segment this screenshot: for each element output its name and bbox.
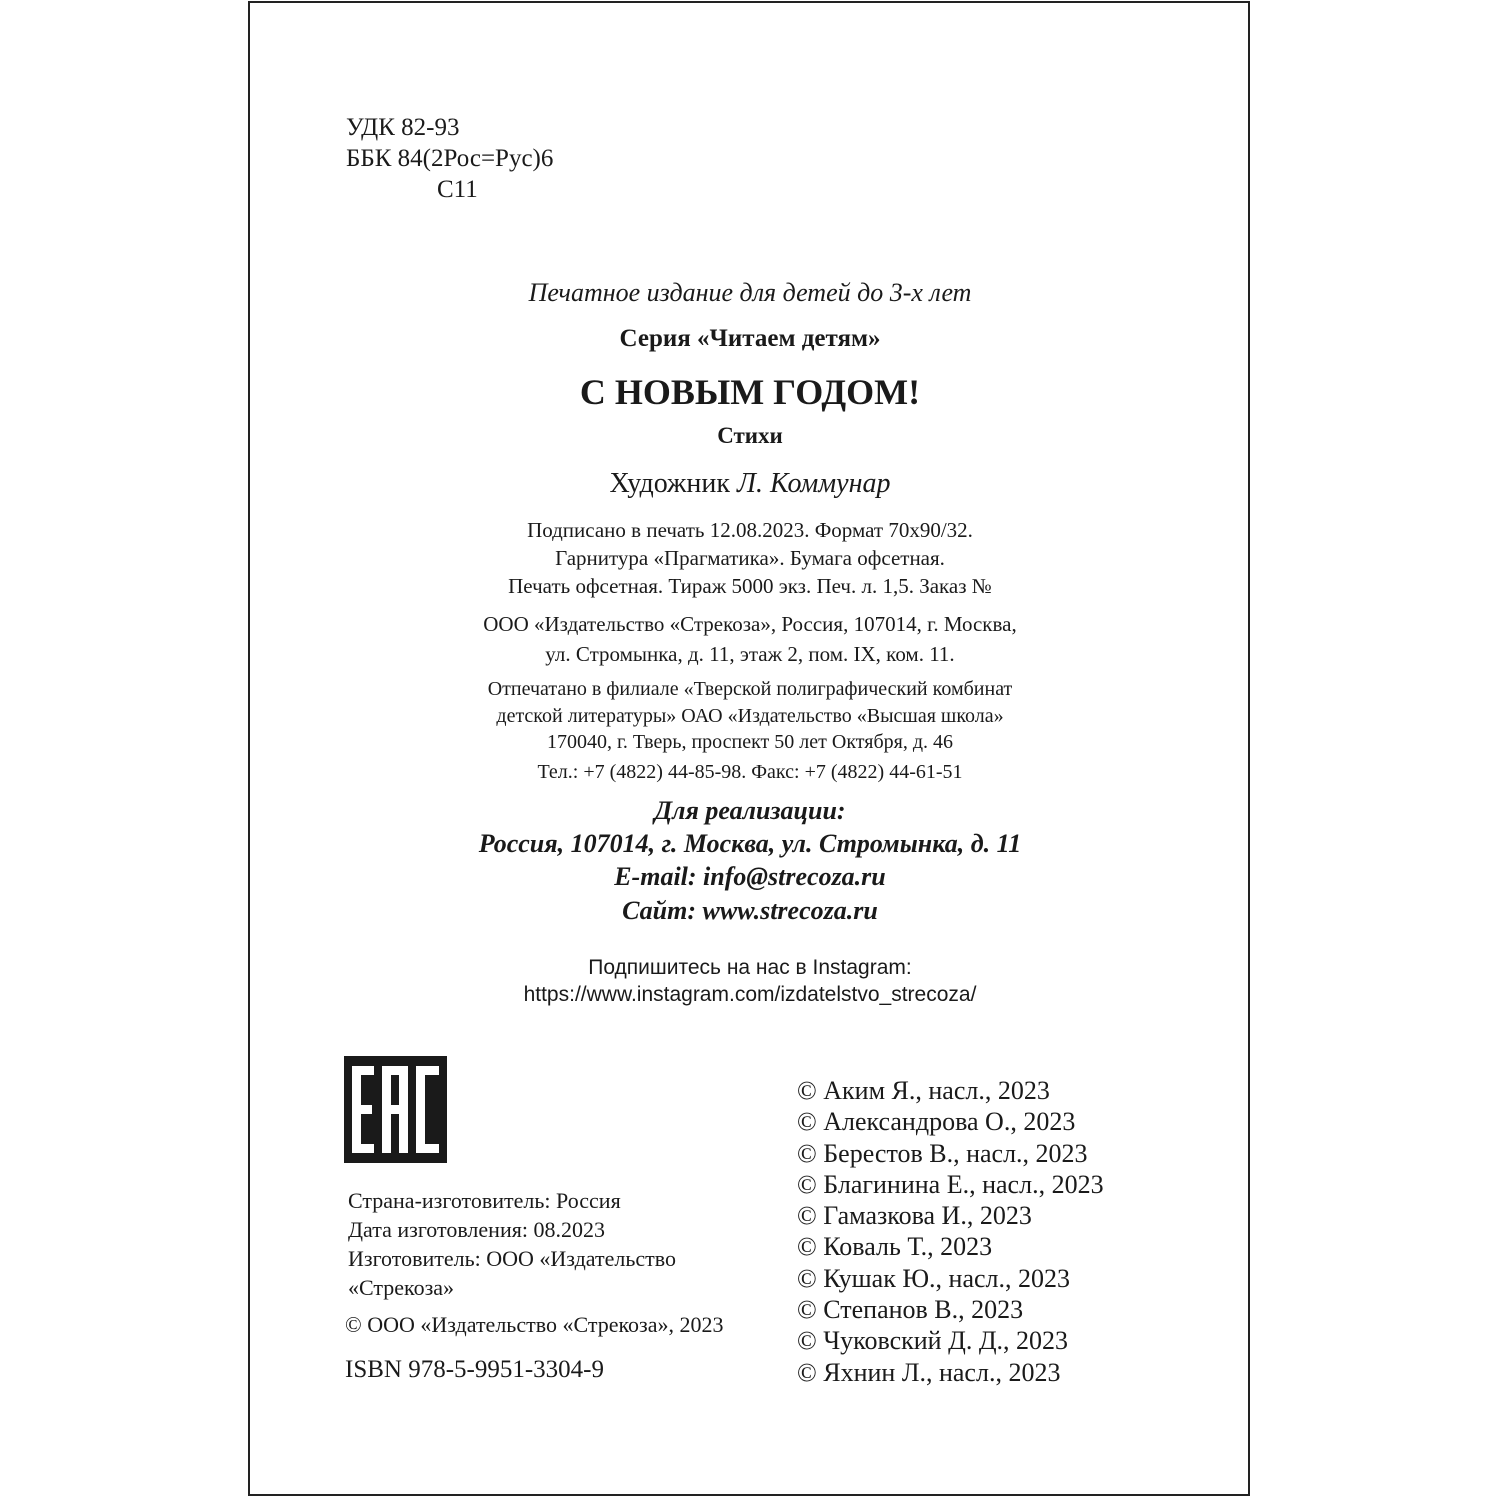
book-title: С НОВЫМ ГОДОМ! — [579, 372, 921, 412]
manufacturer-line: «Стрекоза» — [348, 1275, 455, 1300]
series-title: Серия «Читаем детям» — [619, 325, 881, 352]
manufacturer-line: Изготовитель: ООО «Издательство — [348, 1246, 676, 1271]
printer-phone: Тел.: +7 (4822) 44-85-98. Факс: +7 (4822) 44-61-51 — [537, 761, 963, 783]
publisher-copyright: © ООО «Издательство «Стрекоза», 2023 — [345, 1312, 724, 1337]
publisher-address-line: ул. Стромынка, д. 11, этаж 2, пом. IX, ком. 11. — [545, 642, 955, 666]
copyright-item: © Александрова О., 2023 — [797, 1107, 1076, 1137]
sales-address: Россия, 107014, г. Москва, ул. Стромынка, д. 11 — [478, 829, 1022, 858]
copyright-item: © Яхнин Л., насл., 2023 — [797, 1357, 1061, 1387]
instagram-label: Подпишитесь на нас в Instagram: — [588, 956, 912, 979]
udk-code: УДК 82-93 — [346, 114, 460, 141]
classification-codes — [346, 112, 553, 205]
print-info-line: Подписано в печать 12.08.2023. Формат 70x90/32. — [527, 518, 973, 542]
printer-line: 170040, г. Тверь, проспект 50 лет Октября, д. 46 — [546, 731, 954, 753]
copyright-item: © Берестов В., насл., 2023 — [797, 1138, 1088, 1168]
genre: Стихи — [717, 423, 783, 448]
sales-heading: Для реализации: — [654, 796, 846, 825]
printer-line: детской литературы» ОАО «Издательство «Высшая школа» — [496, 705, 1004, 727]
age-label: Печатное издание для детей до 3-х лет — [528, 278, 972, 307]
manufacturer-line: Страна-изготовитель: Россия — [348, 1188, 621, 1213]
author-mark: С11 — [437, 176, 478, 203]
printer-line: Отпечатано в филиале «Тверской полиграфический комбинат — [487, 678, 1013, 700]
artist-name: Л. Коммунар — [736, 468, 891, 499]
copyright-item: © Аким Я., насл., 2023 — [797, 1076, 1050, 1105]
copyright-item: © Степанов В., 2023 — [797, 1295, 1024, 1325]
sales-website: Сайт: www.strecoza.ru — [622, 896, 878, 925]
print-info-line: Печать офсетная. Тираж 5000 экз. Печ. л. 1,5. Заказ № — [508, 574, 992, 598]
artist-prefix: Художник — [609, 468, 730, 499]
eac-mark-icon — [344, 1056, 447, 1163]
copyright-item: © Гамазкова И., 2023 — [797, 1201, 1032, 1231]
artist-credit — [0, 468, 1500, 500]
copyright-list — [797, 1075, 1104, 1388]
manufacturer-info — [348, 1186, 676, 1302]
bbk-code: ББК 84(2Рос=Рус)6 — [346, 145, 554, 172]
copyright-item: © Чуковский Д. Д., 2023 — [797, 1326, 1069, 1356]
copyright-item: © Благинина Е., насл., 2023 — [797, 1169, 1104, 1199]
sales-email: E-mail: info@strecoza.ru — [614, 862, 886, 891]
instagram-url: https://www.instagram.com/izdatelstvo_strecoza/ — [523, 983, 977, 1006]
manufacturer-line: Дата изготовления: 08.2023 — [348, 1217, 605, 1242]
eac-logo — [344, 1056, 447, 1163]
copyright-item: © Кушак Ю., насл., 2023 — [797, 1263, 1071, 1293]
copyright-item: © Коваль Т., 2023 — [797, 1232, 993, 1262]
isbn: ISBN 978-5-9951-3304-9 — [345, 1356, 605, 1383]
publisher-address-line: ООО «Издательство «Стрекоза», Россия, 107014, г. Москва, — [483, 612, 1017, 636]
print-info-line: Гарнитура «Прагматика». Бумага офсетная. — [555, 546, 945, 570]
